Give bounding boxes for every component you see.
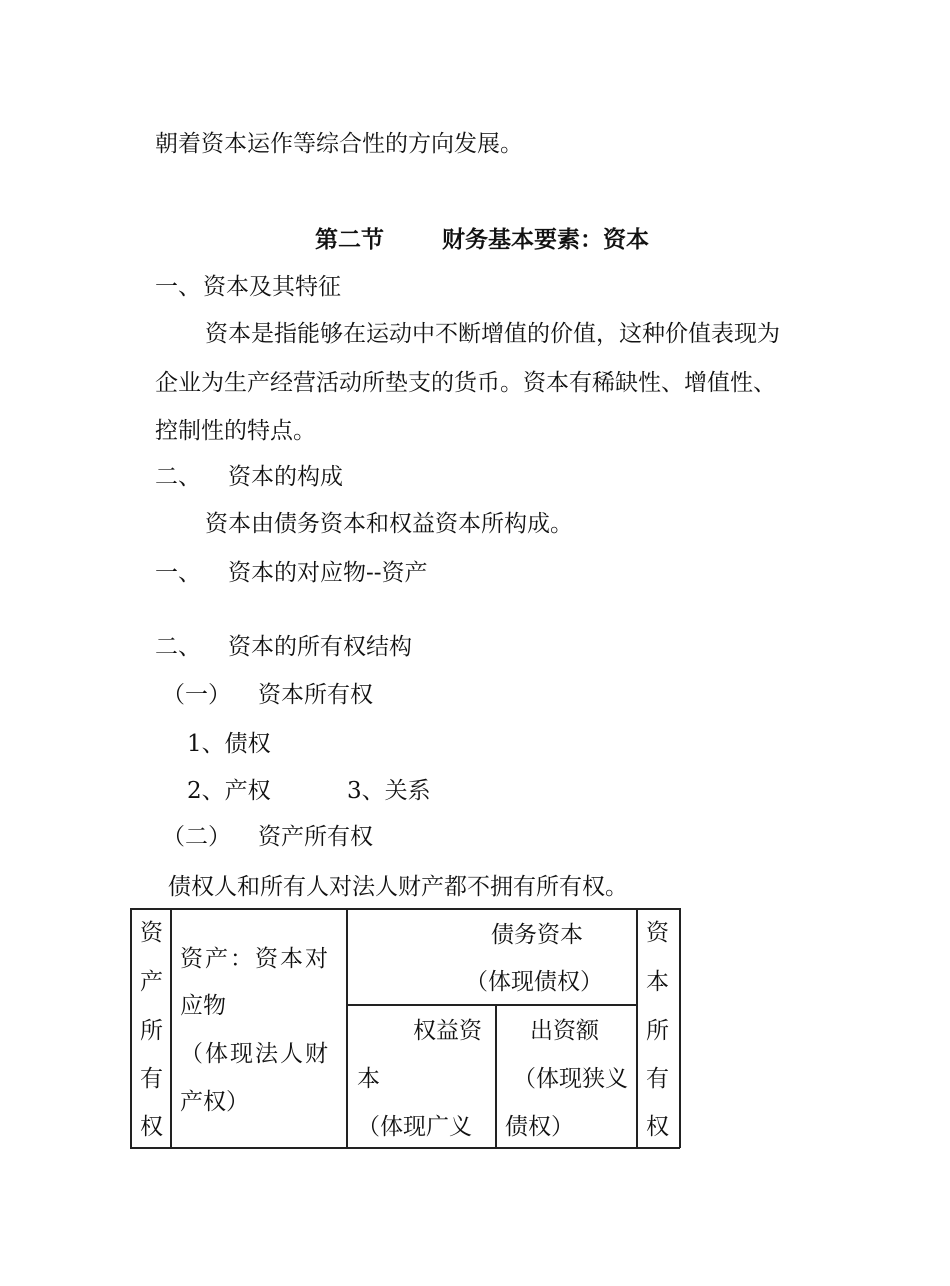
table-cell-assets: 应物 <box>180 993 226 1019</box>
heading-4: 资本的所有权结构 <box>228 634 412 660</box>
table-cell-assets: （体现法人财 <box>180 1041 330 1067</box>
section-number: 第二节 <box>315 227 384 253</box>
table-cell-capital-ownership: 资 <box>646 920 669 946</box>
table-cell-assets: 产权） <box>180 1089 249 1115</box>
table-cell-contribution: 出资额 <box>530 1018 599 1044</box>
table-cell-equity-capital: 权益资 <box>413 1018 482 1044</box>
subheading-1: 资本所有权 <box>258 682 373 708</box>
table-cell-contribution: 债权） <box>505 1114 574 1140</box>
heading-4-number: 二、 <box>155 634 201 660</box>
table-cell-asset-ownership: 所 <box>140 1018 163 1044</box>
table-border-right <box>679 908 681 1148</box>
table-divider <box>636 908 638 1148</box>
heading-2-number: 二、 <box>155 464 201 490</box>
table-cell-capital-ownership: 本 <box>646 969 669 995</box>
table-border-left <box>130 908 132 1148</box>
heading-2: 资本的构成 <box>228 464 343 490</box>
list-item-1: 1、债权 <box>187 731 271 757</box>
table-border-top <box>130 908 680 910</box>
section-title: 财务基本要素：资本 <box>442 227 649 253</box>
subheading-1-number: （一） <box>162 682 231 708</box>
heading-1: 资本及其特征 <box>203 274 341 300</box>
ownership-table <box>130 908 680 1148</box>
list-item-2: 2、产权 <box>187 778 271 804</box>
table-cell-capital-ownership: 权 <box>646 1114 669 1140</box>
table-cell-equity-capital: 本 <box>357 1066 380 1092</box>
table-divider <box>495 1005 497 1148</box>
heading-1-number: 一、 <box>155 274 201 300</box>
paragraph-1-line-2: 企业为生产经营活动所垫支的货币。资本有稀缺性、增值性、 <box>155 370 776 396</box>
heading-3: 资本的对应物--资产 <box>228 560 428 586</box>
table-divider <box>346 1004 637 1006</box>
table-border-bottom <box>130 1147 680 1149</box>
table-cell-asset-ownership: 资 <box>140 920 163 946</box>
table-cell-capital-ownership: 所 <box>646 1018 669 1044</box>
paragraph-1-line-3: 控制性的特点。 <box>155 418 316 444</box>
paragraph-1-line-1: 资本是指能够在运动中不断增值的价值，这种价值表现为 <box>205 321 780 347</box>
table-cell-asset-ownership: 有 <box>140 1066 163 1092</box>
heading-3-number: 一、 <box>155 560 201 586</box>
table-cell-debt-capital: （体现债权） <box>465 969 603 995</box>
paragraph-2: 资本由债务资本和权益资本所构成。 <box>205 511 573 537</box>
subheading-2-number: （二） <box>162 824 231 850</box>
subheading-2: 资产所有权 <box>258 824 373 850</box>
table-cell-assets: 资产：资本对 <box>180 946 330 972</box>
table-divider <box>346 908 348 1148</box>
continuation-line: 朝着资本运作等综合性的方向发展。 <box>155 131 523 157</box>
table-cell-contribution: （体现狭义 <box>513 1066 628 1092</box>
table-cell-asset-ownership: 产 <box>140 969 163 995</box>
table-cell-capital-ownership: 有 <box>646 1066 669 1092</box>
table-cell-asset-ownership: 权 <box>140 1114 163 1140</box>
table-cell-debt-capital: 债务资本 <box>491 922 583 948</box>
paragraph-3: 债权人和所有人对法人财产都不拥有所有权。 <box>168 874 628 900</box>
table-divider <box>170 908 172 1148</box>
table-cell-equity-capital: （体现广义 <box>357 1114 472 1140</box>
list-item-3: 3、关系 <box>347 778 431 804</box>
